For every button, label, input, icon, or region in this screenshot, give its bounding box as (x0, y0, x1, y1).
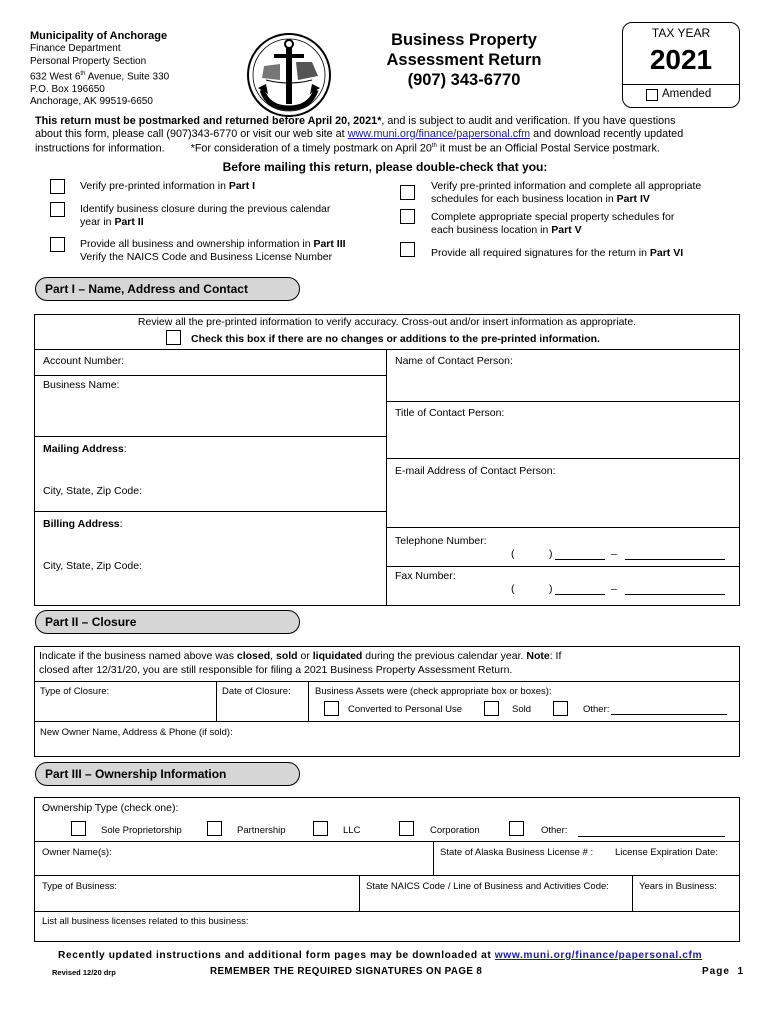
corporation-checkbox[interactable] (399, 821, 414, 836)
type-business-label: Type of Business: (42, 881, 117, 892)
phone-prefix-field[interactable] (555, 559, 605, 560)
municipal-seal (246, 32, 332, 118)
street: 632 West 6th Avenue, Suite 330 (30, 71, 170, 83)
checklist-box-1[interactable] (50, 179, 65, 194)
list-licenses-label: List all business licenses related to this business: (42, 916, 249, 927)
naics-label: State NAICS Code / Line of Business and Activities Code: (366, 881, 609, 892)
checklist-item-4: Verify pre-printed information and complete all appropriate schedules for each business location in Part IV (431, 180, 702, 205)
checklist-box-2[interactable] (50, 202, 65, 217)
tax-year-label: TAX YEAR (651, 26, 711, 40)
footer-link[interactable]: www.muni.org/finance/papersonal.cfm (494, 950, 703, 961)
ownership-other-checkbox[interactable] (509, 821, 524, 836)
form-title: Business Property Assessment Return (907) 343-6770 (386, 31, 542, 89)
contact-name-label: Name of Contact Person: (395, 355, 513, 367)
city: Anchorage, AK 99519-6650 (30, 96, 153, 108)
contact-title-label: Title of Contact Person: (395, 407, 505, 419)
org-address (30, 43, 169, 109)
phone-number-field[interactable] (625, 559, 725, 560)
website-link[interactable]: www.muni.org/finance/papersonal.cfm (347, 127, 531, 140)
owner-names-label: Owner Name(s): (42, 847, 112, 858)
checklist-title: Before mailing this return, please double-check that you: (222, 160, 548, 174)
partnership-checkbox[interactable] (207, 821, 222, 836)
org-name: Municipality of Anchorage (30, 30, 168, 42)
no-changes-checkbox[interactable] (166, 330, 181, 345)
state-license-label: State of Alaska Business License # : (440, 847, 594, 858)
amended-label: Amended (662, 88, 712, 100)
billing-address-label: Billing Address: (43, 518, 123, 530)
checklist-item-6: Provide all required signatures for the return in Part VI (431, 247, 684, 259)
email-label: E-mail Address of Contact Person: (395, 465, 556, 477)
fax-prefix-field[interactable] (555, 594, 605, 595)
fax-label: Fax Number: (395, 570, 456, 582)
ownership-other-field[interactable] (578, 836, 725, 837)
type-closure-label: Type of Closure: (40, 686, 110, 697)
ownership-type-label: Ownership Type (check one): (42, 802, 179, 814)
checklist-box-4[interactable] (400, 185, 415, 200)
llc-checkbox[interactable] (313, 821, 328, 836)
intro-text: This return must be postmarked and returned before April 20, 2021*, and is subject to audit and verification. If you have questions about this form, please call (907)343-6770 or visit our web site at www.muni.org/finance/papersonal.cfm and download recently updated instructions for information. *For consideration of a timely postmark on April 20th it must be an Official Postal Service postmark. (35, 115, 684, 155)
checklist-item-1: Verify pre-printed information in Part I (80, 180, 256, 192)
mailing-address-label: Mailing Address: (43, 443, 127, 455)
license-exp-label: License Expiration Date: (615, 847, 718, 858)
page-number: Page 1 (702, 966, 745, 977)
other-label: Other: (583, 704, 610, 715)
sold-checkbox[interactable] (484, 701, 499, 716)
city-state-zip-2: City, State, Zip Code: (43, 560, 143, 572)
personal-use-checkbox[interactable] (324, 701, 339, 716)
ownership-other-label: Other: (541, 825, 568, 836)
section: Personal Property Section (30, 55, 147, 67)
remember-signatures: REMEMBER THE REQUIRED SIGNATURES ON PAGE 8 (210, 966, 483, 977)
part2-title: Part II – Closure (35, 610, 300, 634)
part2-instructions: Indicate if the business named above was closed, sold or liquidated during the previous calendar year. Note: If closed after 12/31/20, you are still responsible for filing a 2021 Business Property Assessment Return. (39, 650, 562, 676)
checklist-box-6[interactable] (400, 242, 415, 257)
po-box: P.O. Box 196650 (30, 83, 105, 95)
part1-title: Part I – Name, Address and Contact (35, 277, 300, 301)
sole-proprietorship-checkbox[interactable] (71, 821, 86, 836)
part3-title: Part III – Ownership Information (35, 762, 300, 786)
years-business-label: Years in Business: (639, 881, 717, 892)
checklist-box-3[interactable] (50, 237, 65, 252)
corporation-label: Corporation (430, 825, 480, 836)
other-field[interactable] (611, 714, 727, 715)
dept: Finance Department (30, 43, 121, 54)
checklist-item-3: Provide all business and ownership information in Part III Verify the NAICS Code and Business License Number (80, 238, 346, 263)
assets-label: Business Assets were (check appropriate box or boxes): (315, 686, 552, 697)
business-name-label: Business Name: (43, 379, 120, 391)
fax-number-field[interactable] (625, 594, 725, 595)
revised-note: Revised 12/20 drp (52, 968, 116, 977)
checklist-box-5[interactable] (400, 209, 415, 224)
sole-proprietorship-label: Sole Proprietorship (101, 825, 182, 836)
tax-year: 2021 (649, 44, 713, 75)
partnership-label: Partnership (237, 825, 286, 836)
no-changes-label: Check this box if there are no changes or additions to the pre-printed information. (191, 333, 600, 345)
date-closure-label: Date of Closure: (222, 686, 291, 697)
sold-label: Sold (512, 704, 532, 715)
other-checkbox[interactable] (553, 701, 568, 716)
llc-label: LLC (343, 825, 361, 836)
part1-review: Review all the pre-printed information to verify accuracy. Cross-out and/or insert information as appropriate. (137, 316, 637, 328)
personal-use-label: Converted to Personal Use (348, 704, 463, 715)
checklist-item-2: Identify business closure during the previous calendar year in Part II (80, 203, 331, 228)
telephone-label: Telephone Number: (395, 535, 487, 547)
amended-checkbox[interactable] (646, 89, 658, 101)
checklist-item-5: Complete appropriate special property schedules for each business location in Part V (431, 211, 675, 236)
account-number-label: Account Number: (43, 355, 125, 367)
download-note: Recently updated instructions and additional form pages may be downloaded at www.muni.org/finance/papersonal.cfm (58, 950, 703, 961)
new-owner-label: New Owner Name, Address & Phone (if sold): (40, 727, 233, 738)
city-state-zip-1: City, State, Zip Code: (43, 485, 143, 497)
